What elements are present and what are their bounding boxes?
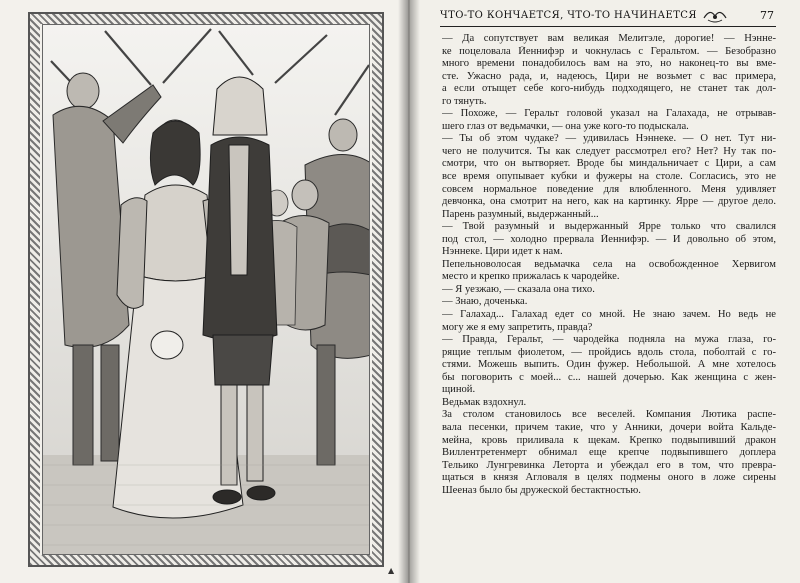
- text-line: смотри, что он вытворяет. Вроде бы миндальничает с Цири, а сам: [442, 158, 776, 170]
- text-line: щиной.: [442, 384, 476, 396]
- text-line: ке поцеловала Йеннифэр и чокнулась с Геральтом. — Безобразно: [442, 45, 776, 57]
- right-page: [408, 0, 800, 583]
- text-line: мейна, кровь приливала к щекам. Крепко подвыпивший дракон: [442, 434, 776, 446]
- illustration: [42, 24, 370, 555]
- text-line: — Знаю, доченька.: [442, 296, 528, 308]
- text-line: — Твой разумный и выдержанный Ярре только что свалился: [442, 221, 776, 233]
- text-line: Парень разумный, выдержанный...: [442, 208, 599, 220]
- text-line: Ведьмак вздохнул.: [442, 396, 527, 408]
- text-line: го тянуть.: [442, 95, 487, 107]
- page-header: [440, 8, 776, 27]
- text-line: Нэннеке. Цири идет к нам.: [442, 246, 563, 258]
- text-line: под стол, — холодно прервала Йеннифэр. — И довольно об этом,: [442, 233, 776, 245]
- text-line: — Правда, Геральт, — чародейка подняла на мужа глаза, го-: [442, 334, 776, 346]
- text-line: — Я уезжаю, — сказала она тихо.: [442, 283, 595, 295]
- floral-ornament-icon: [702, 6, 728, 24]
- text-line: место и крепко прижалась к чародейке.: [442, 271, 620, 283]
- text-line: — Похоже, — Геральт головой указал на Галахада, не отрывав-: [442, 108, 776, 120]
- text-line: вала песенки, причем такие, что у Анники, дочери войта Кальде-: [442, 421, 776, 433]
- text-line: Пепельноволосая ведьмачка села на освобожденное Хервигом: [442, 258, 776, 270]
- text-line: могу же я ему запретить, правда?: [442, 321, 593, 333]
- text-line: Виллентретенмерт обнимал еще крепче подвыпившего доплера: [442, 447, 776, 459]
- running-title: ЧТО-ТО КОНЧАЕТСЯ, ЧТО-ТО НАЧИНАЕТСЯ: [440, 10, 697, 21]
- text-line: шего глаз от ведьмачки, — она уже кого-то подыскала.: [442, 120, 689, 132]
- text-line: щаться в князя Агловаля в целях подмены оного в ложе сирены: [442, 472, 776, 484]
- text-line: стями. Можешь выпить. Один фужер. Небольшой. А мне хотелось: [442, 359, 776, 371]
- body-text: [442, 33, 776, 497]
- wedding-illustration: [43, 25, 370, 555]
- text-line: много времени понадобилось вам на это, но наконец-то вы вме-: [442, 58, 776, 70]
- text-line: бы поговорить с моей... с... нашей дочерью. Как женщина с жен-: [442, 371, 776, 383]
- left-page-corner-mark: ▲: [388, 566, 395, 575]
- text-line: — Галахад... Галахад едет со мной. Не знаю зачем. Но ведь не: [442, 309, 776, 321]
- text-line: — Да сопутствует вам великая Мелитэле, дорогие! — Нэнне-: [442, 33, 776, 44]
- book-gutter: [398, 0, 420, 583]
- text-line: чего не получится. Ты как следует рассмотрел его? Нет? Ну так по-: [442, 145, 776, 157]
- page-number: 77: [760, 9, 774, 22]
- text-line: За столом становилось все веселей. Компания Лютика распе-: [442, 409, 776, 421]
- text-line: — Ты об этом чудаке? — удивилась Нэннеке. — О нет. Тут ни-: [442, 133, 776, 145]
- text-line: все время опупывает кубки и фужеры на столе. Согласись, это не: [442, 171, 776, 183]
- text-line: совсем нормальное поведение для влюбленного. Меня удивляет: [442, 183, 776, 195]
- text-line: сте. Ужасно рада, и, надеюсь, Цири не возьмет с вас примера,: [442, 70, 776, 82]
- text-line: а если отыщет себе кого-нибудь подходящего, не станет так дол-: [442, 83, 776, 95]
- text-line: рящие теплым фиолетом, — пройдись вдоль стола, поболтай с го-: [442, 346, 776, 358]
- text-line: Тельико Лунгревинка Леторта и убеждал его в том, что превра-: [442, 459, 776, 471]
- text-line: девчонка, она смотрит на него, как на картинку. Ярре — другое дело.: [442, 196, 776, 208]
- text-line: Шееназ было бы дружеской бестактностью.: [442, 484, 641, 496]
